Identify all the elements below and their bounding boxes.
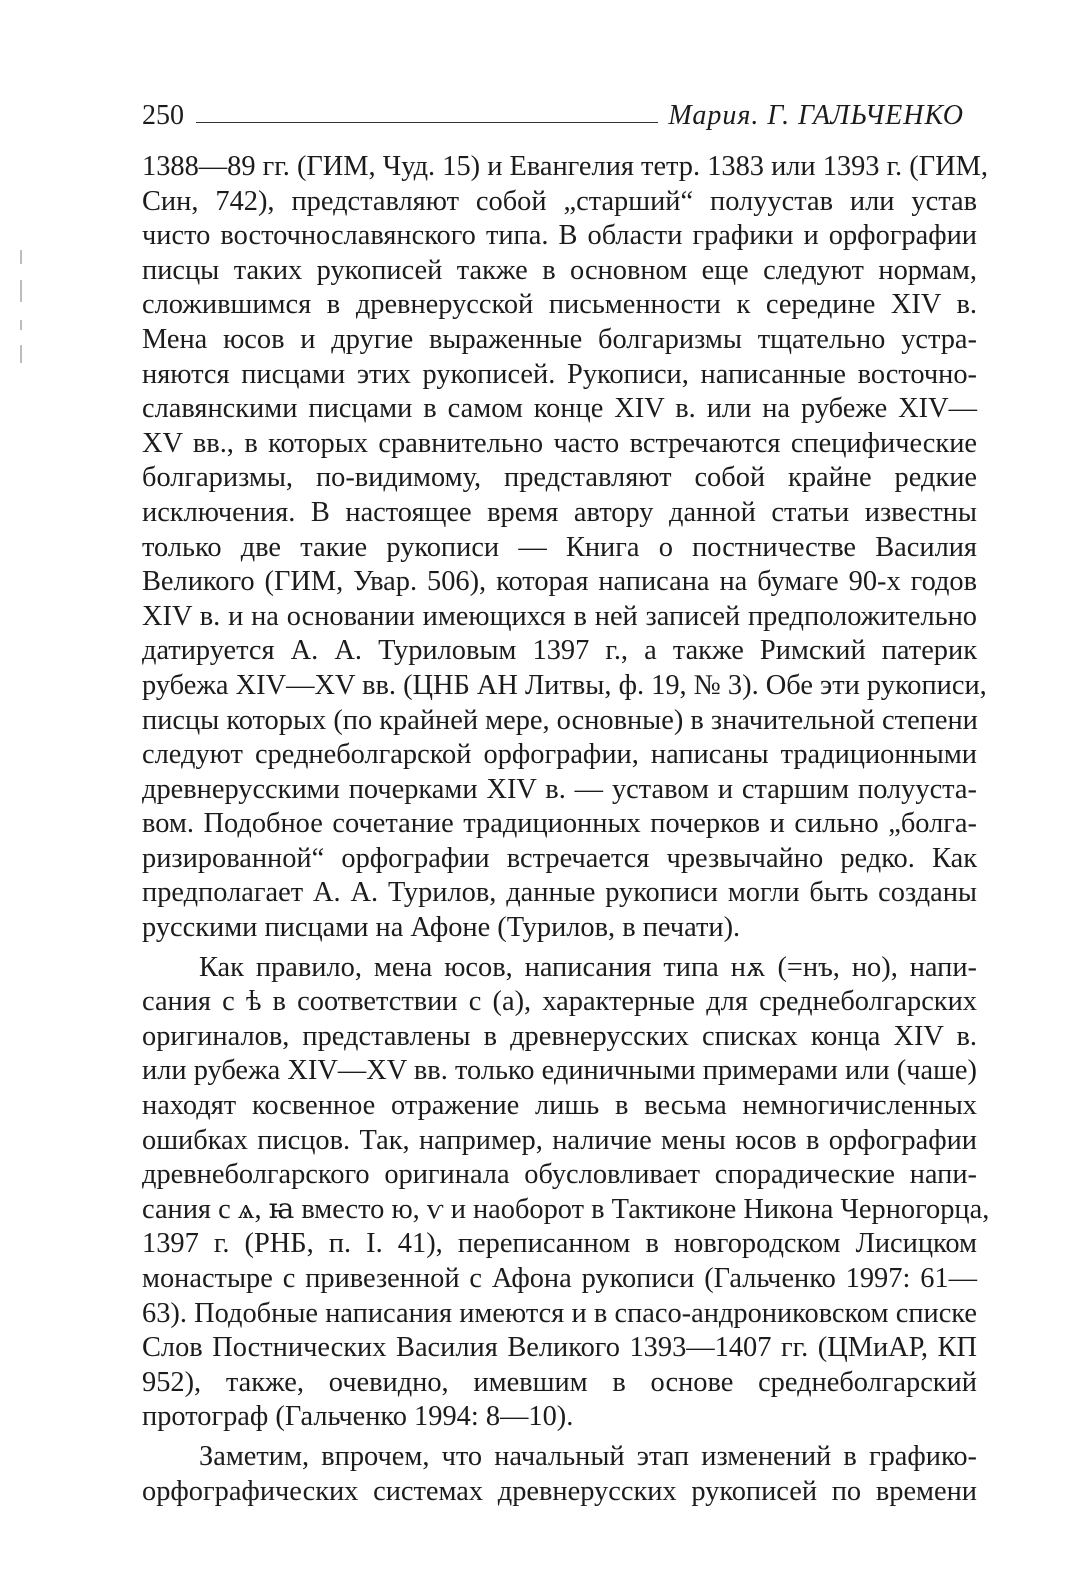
running-title: Мария. Г. ГАЛЬЧЕНКО (668, 100, 964, 131)
text-line: оригиналов, представлены в древнерусских списках конца XIV в. (142, 1020, 977, 1052)
text-line: Как правило, мена юсов, написания типа нѫ (=нъ, но), напи- (199, 951, 977, 983)
text-line: Мена юсов и другие выраженные болгаризмы тщательно устра- (142, 323, 977, 355)
text-line: сания с ѧ, ꙗ вместо ю, ѵ и наоборот в Тактиконе Никона Черногорца, (142, 1193, 990, 1225)
text-line: болгаризмы, по-видимому, представляют собой крайне редкие (142, 462, 977, 494)
page-number: 250 (142, 100, 184, 131)
text-line: сложившимся в древнерусской письменности к середине XIV в. (142, 289, 977, 321)
text-line: писцы которых (по крайней мере, основные) в значительной степени (142, 704, 978, 736)
text-line: русскими писцами на Афоне (Турилов, в печати). (142, 912, 741, 944)
text-line: вом. Подобное сочетание традиционных почерков и сильно „болга- (142, 808, 977, 840)
text-line: предполагает А. А. Турилов, данные рукописи могли быть созданы (142, 877, 977, 909)
text-line: древнерусскими почерками XIV в. — уставом и старшим полууста- (142, 773, 977, 805)
text-line: Син, 742), представляют собой „старший“ полуустав или устав (142, 185, 977, 217)
text-line: или рубежа XIV—XV вв. только единичными примерами или (чаше) (142, 1055, 977, 1087)
text-line: протограф (Гальченко 1994: 8—10). (142, 1401, 574, 1433)
paragraph (142, 951, 990, 1435)
running-header (142, 92, 964, 132)
text-line: 1397 г. (РНБ, п. I. 41), переписанном в новгородском Лисицком (142, 1228, 977, 1260)
text-line: орфографических системах древнерусских рукописей по времени (142, 1475, 977, 1507)
text-line: ошибках писцов. Так, например, наличие мены юсов в орфографии (142, 1124, 977, 1156)
text-line: славянскими писцами в самом конце XIV в. или на рубеже XIV— (142, 393, 977, 425)
text-line: только две такие рукописи — Книга о постничестве Василия (142, 531, 977, 563)
text-line: сания с ѣ в соответствии с (а), характерные для среднеболгарских (142, 986, 977, 1018)
paragraph (142, 1440, 977, 1509)
text-line: чисто восточнославянского типа. В области графики и орфографии (142, 220, 977, 252)
text-line: писцы таких рукописей также в основном еще следуют нормам, (142, 254, 977, 286)
text-line: исключения. В настоящее время автору данной статьи известны (142, 496, 977, 528)
text-line: датируется А. А. Туриловым 1397 г., а также Римский патерик (142, 635, 977, 667)
text-line: 1388—89 гг. (ГИМ, Чуд. 15) и Евангелия тетр. 1383 или 1393 г. (ГИМ, (142, 151, 988, 182)
text-line: Заметим, впрочем, что начальный этап изменений в графико- (199, 1440, 977, 1472)
text-line: находят косвенное отражение лишь в весьма немногичисленных (142, 1090, 977, 1122)
text-line: 952), также, очевидно, имевшим в основе среднеболгарский (142, 1366, 977, 1398)
text-line: следуют среднеболгарской орфографии, написаны традиционными (142, 739, 977, 771)
text-line: 63). Подобные написания имеются и в спасо-андрониковском списке (142, 1297, 977, 1329)
scan-edge-marks (20, 250, 24, 370)
paragraph (142, 150, 988, 946)
header-rule (196, 122, 658, 123)
body-text (142, 150, 990, 1509)
text-line: Великого (ГИМ, Увар. 506), которая написана на бумаге 90-х годов (142, 566, 977, 598)
text-line: монастыре с привезенной с Афона рукописи (Гальченко 1997: 61— (142, 1263, 977, 1294)
text-line: XIV в. и на основании имеющихся в ней записей предположительно (142, 600, 977, 632)
text-line: ризированной“ орфографии встречается чрезвычайно редко. Как (142, 842, 977, 874)
text-line: XV вв., в которых сравнительно часто встречаются специфические (142, 427, 977, 459)
text-line: древнеболгарского оригинала обусловливает спорадические напи- (142, 1159, 977, 1191)
text-line: няются писцами этих рукописей. Рукописи, написанные восточно- (142, 358, 977, 390)
text-line: рубежа XIV—XV вв. (ЦНБ АН Литвы, ф. 19, № 3). Обе эти рукописи, (142, 669, 987, 701)
text-line: Слов Постнических Василия Великого 1393—1407 гг. (ЦМиАР, КП (142, 1332, 977, 1364)
